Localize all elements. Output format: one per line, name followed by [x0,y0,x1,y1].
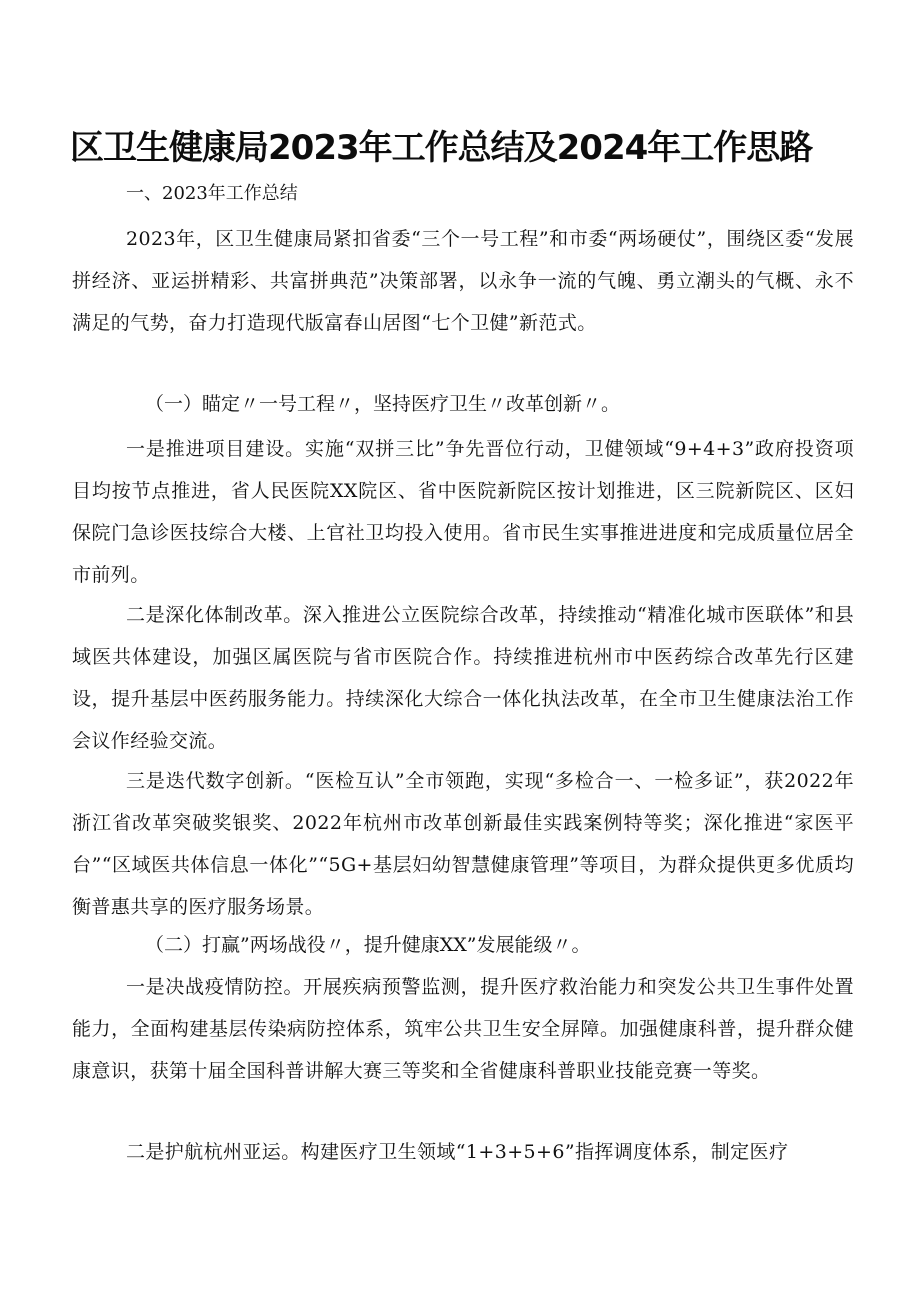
paragraph-project-construction: 一是推进项目建设。实施“双拼三比”争先晋位行动，卫健领域“9+4+3”政府投资项目均按节点推进，省人民医院XX院区、省中医院新院区按计划推进，区三院新院区、区妇保院门急诊医技综合大楼、上官社卫均投入使用。省市民生实事推进进度和完成质量位居全市前列。 [72,438,854,586]
subheading-reform: （一）瞄定〃一号工程〃，坚持医疗卫生〃改革创新〃。 [145,393,621,415]
section-heading: 一、2023年工作总结 [126,183,298,204]
document-title: 区卫生健康局2023年工作总结及2024年工作思路 [70,128,813,168]
intro-paragraph: 2023年，区卫生健康局紧扣省委“三个一号工程”和市委“两场硬仗”，围绕区委“发展拼经济、亚运拼精彩、共富拼典范”决策部署，以永争一流的气魄、勇立潮头的气概、永不满足的气势，奋力打造现代版富春山居图“七个卫健”新范式。 [72,228,854,334]
paragraph-system-reform: 二是深化体制改革。深入推进公立医院综合改革，持续推动“精准化城市医联体”和县域医共体建设，加强区属医院与省市医院合作。持续推进杭州市中医药综合改革先行区建设，提升基层中医药服务能力。持续深化大综合一体化执法改革，在全市卫生健康法治工作会议作经验交流。 [72,604,854,752]
paragraph-digital-innovation: 三是迭代数字创新。“医检互认”全市领跑，实现“多检合一、一检多证”，获2022年浙江省改革突破奖银奖、2022年杭州市改革创新最佳实践案例特等奖；深化推进“家医平台”“区域医共体信息一体化”“5G+基层妇幼智慧健康管理”等项目，为群众提供更多优质均衡普惠共享的医疗服务场景。 [72,770,854,918]
paragraph-asian-games: 二是护航杭州亚运。构建医疗卫生领域“1+3+5+6”指挥调度体系，制定医疗 [126,1141,789,1163]
paragraph-epidemic-control: 一是决战疫情防控。开展疾病预警监测，提升医疗救治能力和突发公共卫生事件处置能力，全面构建基层传染病防控体系，筑牢公共卫生安全屏障。加强健康科普，提升群众健康意识，获第十届全国科普讲解大赛三等奖和全省健康科普职业技能竞赛一等奖。 [72,976,854,1082]
subheading-two-battles: （二）打赢”两场战役〃，提升健康XX”发展能级〃。 [145,934,591,956]
